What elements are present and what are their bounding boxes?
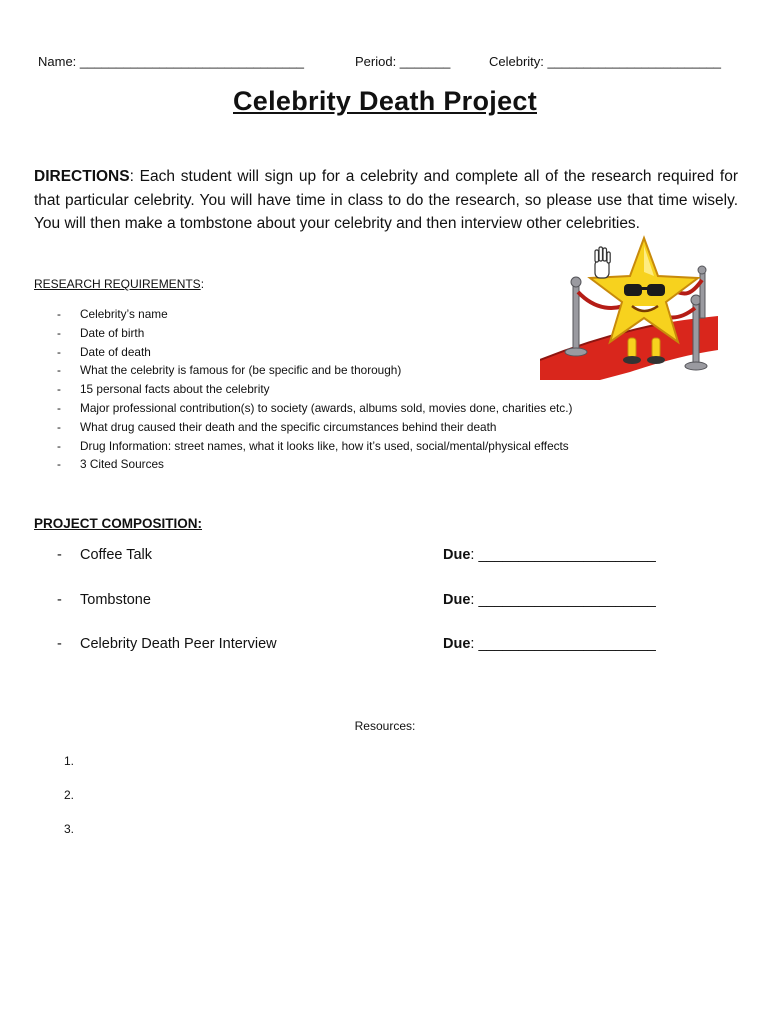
list-item-text: What the celebrity is famous for (be specific and be thorough) [80,363,402,378]
composition-row [34,592,674,614]
list-item-text: What drug caused their death and the specific circumstances behind their death [80,419,497,434]
research-heading [34,277,204,291]
star-celebrity-clipart [540,232,718,380]
due-blank: : ______________________ [470,636,656,652]
list-item-text: Date of death [80,344,151,359]
list-item [34,399,634,418]
list-dash: - [57,636,62,652]
list-item-text: Date of birth [80,325,145,340]
composition-item-tombstone: Tombstone [80,592,151,608]
period-field-label: Period: _______ [355,54,451,69]
due-date-field [443,592,656,608]
due-date-field [443,636,656,652]
celebrity-field-label: Celebrity: ________________________ [489,54,722,69]
due-label: Due [443,592,471,608]
list-dash: - [57,307,61,321]
research-heading-colon: : [200,277,205,291]
list-dash: - [57,419,61,434]
list-item [34,455,634,474]
composition-item-peer-interview: Celebrity Death Peer Interview [80,636,277,652]
directions-paragraph [34,165,738,236]
resources-heading: Resources: [354,719,416,733]
research-heading-text: RESEARCH REQUIREMENTS [34,277,201,291]
list-item-text: Major professional contribution(s) to society (awards, albums sold, movies done, charities etc.) [80,400,573,415]
directions-label: DIRECTIONS [34,168,130,185]
resource-number: 2. [64,788,75,802]
due-blank: : ______________________ [470,547,656,563]
directions-text: : Each student will sign up for a celebrity and complete all of the research required for that particular celebrity. You will have time in class to do the research, so please use that time wisely. You will then make a tombstone about your celebrity and then interview other celebrities. [34,168,738,232]
list-dash: - [57,382,61,397]
list-dash: - [57,438,61,453]
list-dash: - [57,400,61,415]
composition-item-coffee-talk: Coffee Talk [80,547,153,563]
name-field-label: Name: _______________________________ [38,54,305,69]
composition-row [34,547,674,569]
due-blank: : ______________________ [470,592,656,608]
due-label: Due [443,547,471,563]
list-dash: - [57,344,61,359]
list-item-text: Celebrity’s name [80,307,168,321]
list-dash: - [57,457,61,472]
resource-number: 3. [64,822,75,836]
list-item-text: Drug Information: street names, what it looks like, how it’s used, social/mental/physical effects [80,438,569,453]
page-title: Celebrity Death Project [233,86,537,116]
list-item-text: 15 personal facts about the celebrity [80,382,270,397]
due-label: Due [443,636,471,652]
list-item [34,418,634,437]
composition-heading: PROJECT COMPOSITION: [34,516,203,531]
composition-row [34,636,674,658]
due-date-field [443,547,656,563]
list-dash: - [57,592,62,608]
list-item [34,380,634,399]
list-item [34,437,634,456]
list-dash: - [57,547,62,563]
resource-number: 1. [64,754,75,768]
list-dash: - [57,363,61,378]
list-item-text: 3 Cited Sources [80,457,164,472]
list-dash: - [57,325,61,340]
